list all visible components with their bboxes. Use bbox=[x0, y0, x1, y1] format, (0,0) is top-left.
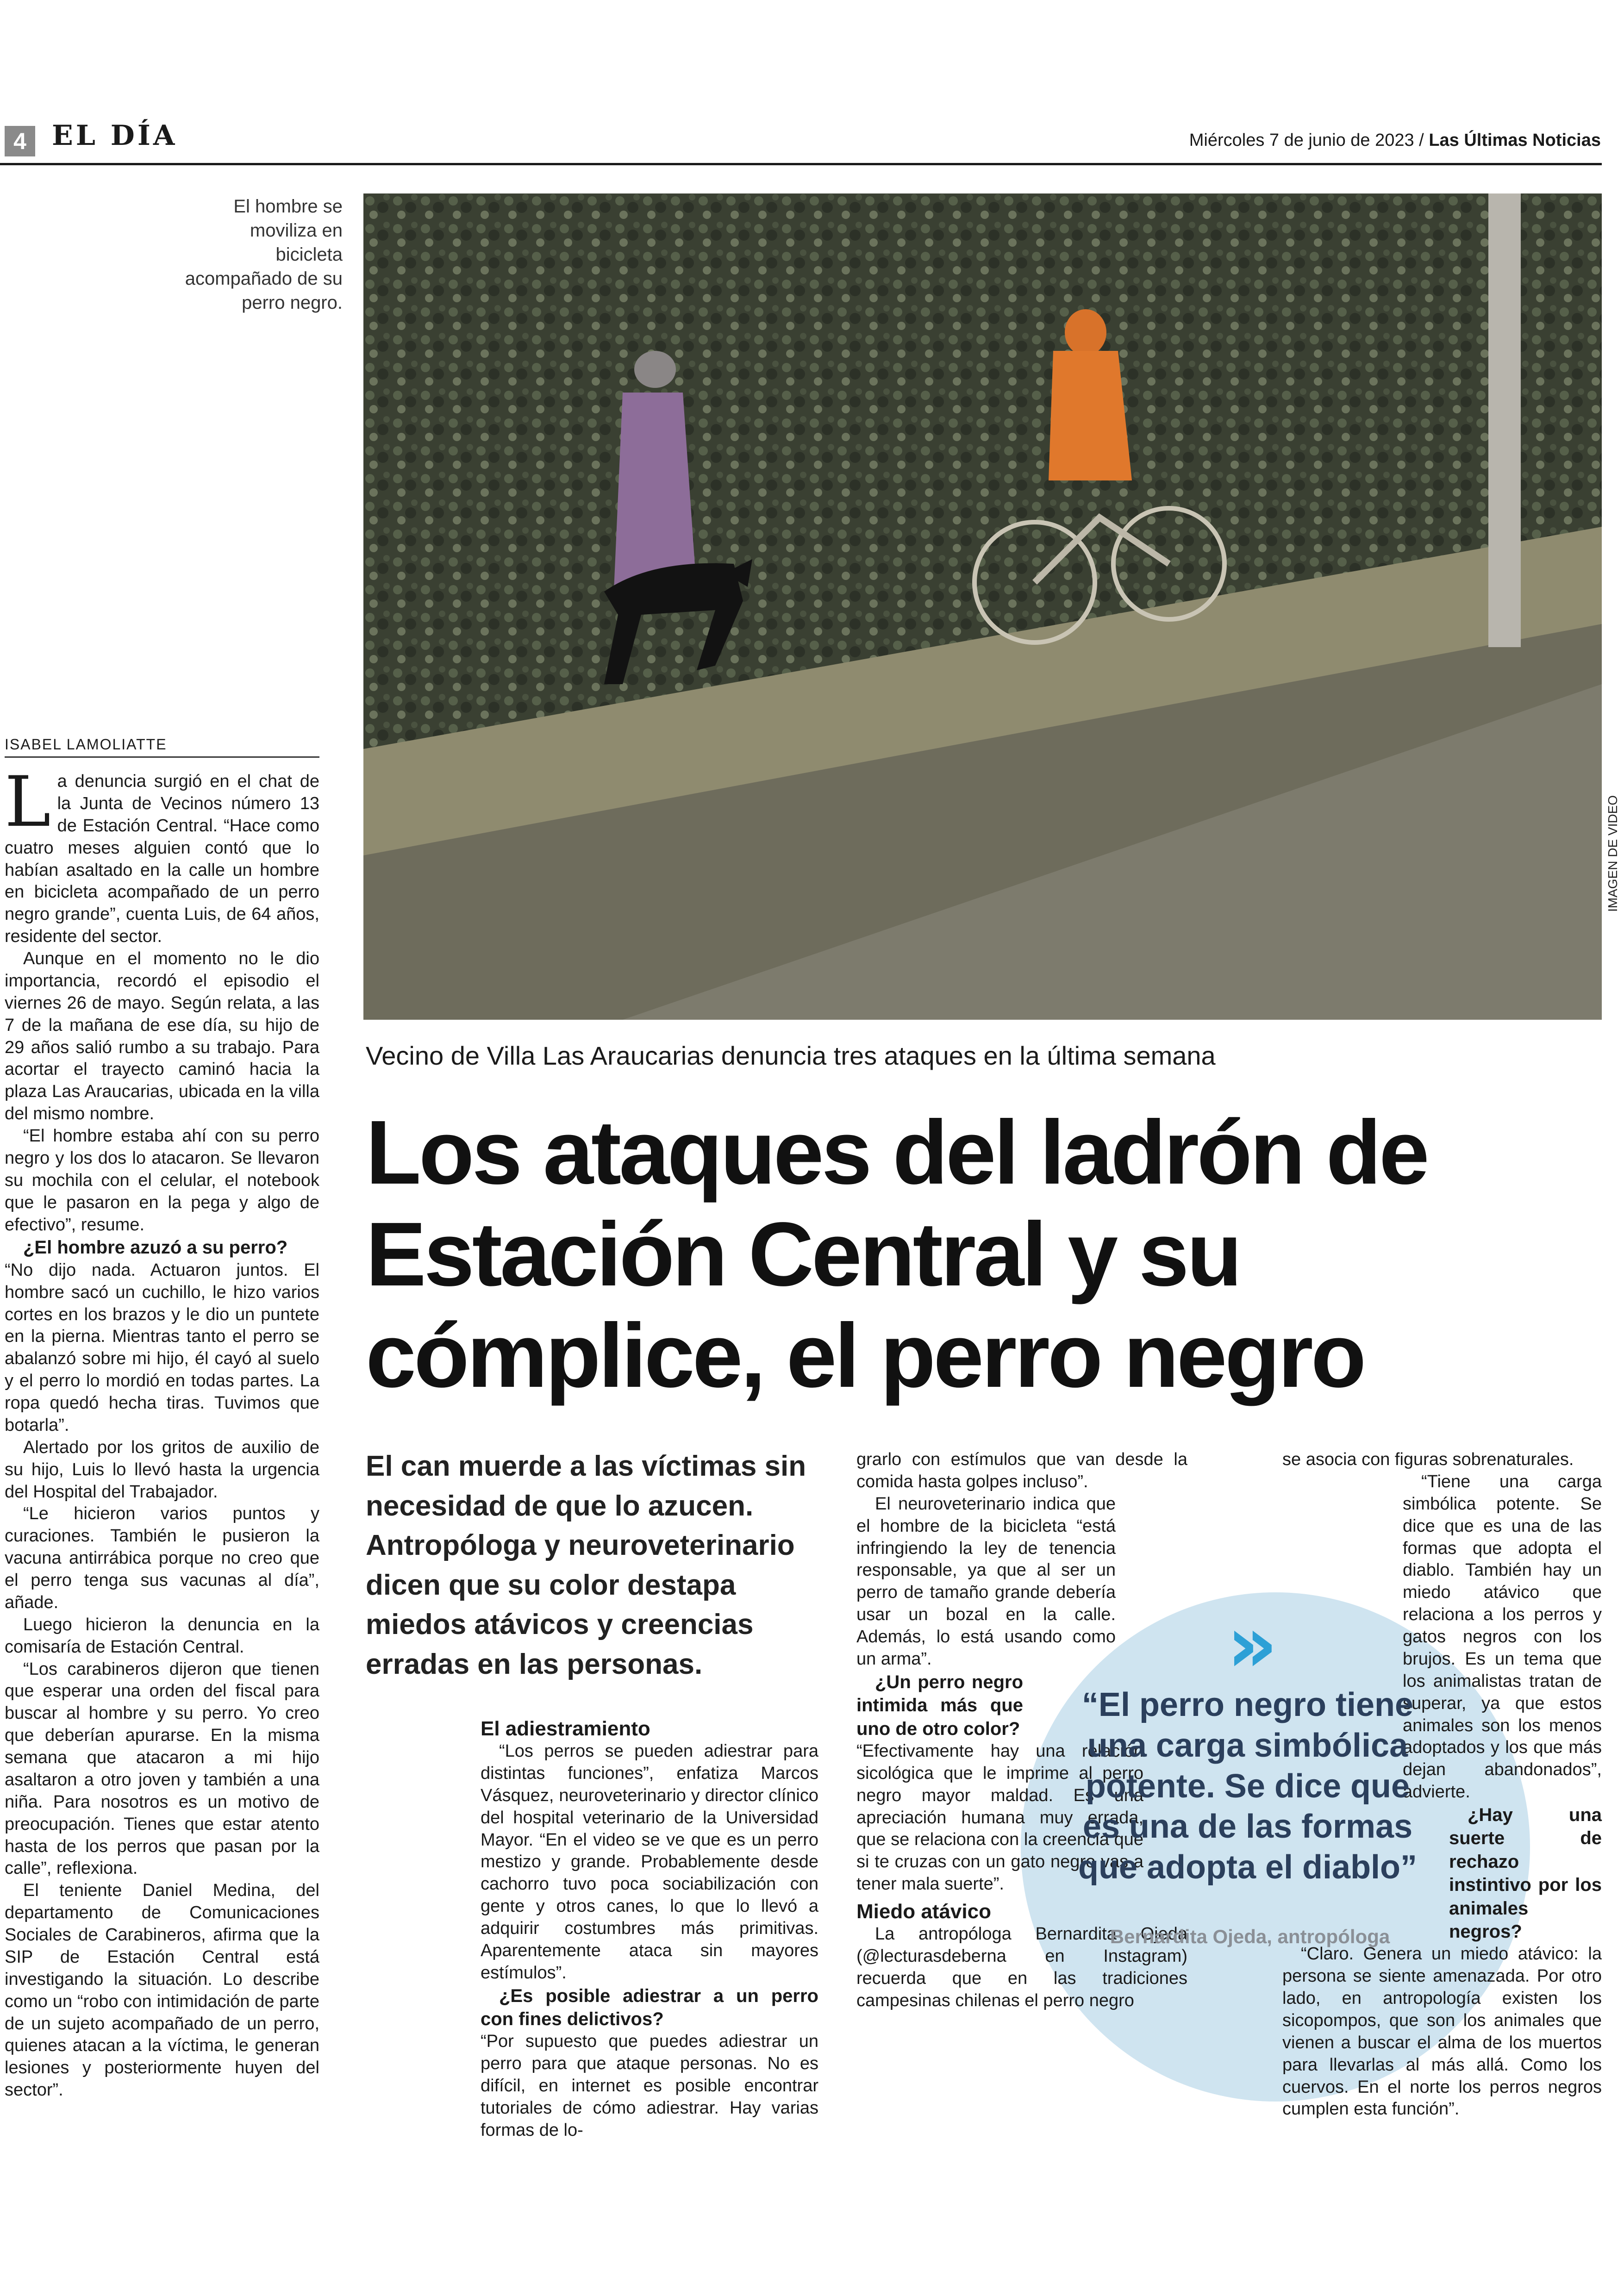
paragraph: Luego hicieron la denuncia en la comisaría de Estación Central. bbox=[5, 1615, 319, 1657]
caption-line: acompañado de su bbox=[185, 268, 343, 289]
pullquote-attribution: Bernardita Ojeda, antropóloga bbox=[1110, 1926, 1390, 1947]
body-column-2 bbox=[481, 1713, 818, 2142]
headline-line: Estación Central y su bbox=[366, 1203, 1240, 1305]
headline-line: Los ataques del ladrón de bbox=[366, 1102, 1427, 1203]
paragraph: La antropóloga Bernardita Ojeda (@lecturasdeberna en Instagram) recuerda que en las tradiciones campesinas chilenas el perro negro bbox=[856, 1924, 1187, 2010]
drop-cap: L bbox=[5, 762, 51, 842]
byline-rule bbox=[5, 756, 319, 758]
header-rule bbox=[0, 163, 1602, 165]
pullquote-text: “El perro negro tiene una carga simbólica potente. Se dice que es una de las formas que adopta el diablo” bbox=[1078, 1686, 1418, 1886]
deck: El can muerde a las víctimas sin necesidad de que lo azucen. Antropóloga y neuroveterinario dicen que su color destapa miedos atávicos y creencias erradas en las personas. bbox=[366, 1450, 806, 1680]
page-number: 4 bbox=[5, 126, 35, 156]
paragraph-text: a denuncia surgió en el chat de la Junta de Vecinos número 13 de Estación Central. “Hace como cuatro meses alguien contó que lo habían asaltado en la calle un hombre en bicicleta acompañado de un perro negro grande”, cuenta Luis, de 64 años, residente del sector. bbox=[5, 772, 319, 947]
interview-question: ¿El hombre azuzó a su perro? bbox=[23, 1237, 288, 1258]
photo-credit: IMAGEN DE VIDEO bbox=[1605, 795, 1620, 912]
paragraph: Aunque en el momento no le dio importancia, recordó el episodio el viernes 26 de mayo. Según relata, a las 7 de la mañana de ese día, su hijo de 29 años salió rumbo a su trabajo. Para acortar el trayecto caminó hacia la plaza Las Araucarias, ubicada en la villa del mismo nombre. bbox=[5, 949, 319, 1124]
paragraph: grarlo con estímulos que van desde la comida hasta golpes incluso”. bbox=[856, 1450, 1187, 1491]
issue-date: Miércoles 7 de junio de 2023 / bbox=[1189, 131, 1424, 150]
paragraph: se asocia con figuras sobrenaturales. bbox=[1282, 1450, 1574, 1469]
publication-name: Las Últimas Noticias bbox=[1429, 131, 1601, 150]
paragraph: El teniente Daniel Medina, del departamento de Comunicaciones Sociales de Carabineros, afirma que la SIP de Estación Central está investigando la situación. Lo describe como un “robo con intimidación de parte de un sujeto acompañado de un perro, quienes atacan a la víctima, le generan lesiones y posteriormente huyen del sector”. bbox=[5, 1881, 319, 2100]
paragraph: “No dijo nada. Actuaron juntos. El hombre sacó un cuchillo, le hizo varios cortes en los brazos y le dio un puntete en la pierna. Mientras tanto el perro se abalanzó sobre mi hijo, él cayó al suelo y el perro lo mordió en todas partes. La ropa quedó hecha tiras. Tuvimos que botarla”. bbox=[5, 1260, 319, 1435]
paragraph: “Los perros se pueden adiestrar para distintas funciones”, enfatiza Marcos Vásquez, neuroveterinario y director clínico del hospital veterinario de la Universidad Mayor. “En el video se ve que es un perro mestizo y grande. Probablemente desde cachorro tuvo poca sociabilización con gente y otros canes, lo que lo llevó a adquirir costumbres más primitivas. Aparentemente ataca sin mayores estímulos”. bbox=[481, 1741, 818, 1983]
body-column-1 bbox=[5, 762, 319, 2102]
quote-chevron-icon: » bbox=[1227, 1599, 1264, 1690]
interview-question: ¿Hay una suerte de rechazo instintivo por los animales negros? bbox=[1449, 1805, 1602, 1942]
article-photo bbox=[363, 193, 1602, 1020]
paragraph: “Claro. Genera un miedo atávico: la persona se siente amenazada. Por otro lado, en antropología existen los sicopompos, que son los animales que vienen a buscar el alma de los muertos para llevarlas al más allá. Como los cuervos. En el norte los perros negros cumplen esta función”. bbox=[1282, 1944, 1602, 2119]
interview-question: ¿Es posible adiestrar a un perro con fines delictivos? bbox=[481, 1985, 818, 2030]
headline bbox=[366, 1102, 1569, 1407]
interview-question: ¿Un perro negro intimida más que uno de otro color? bbox=[856, 1671, 1023, 1739]
photo-caption bbox=[153, 194, 343, 315]
kicker: Vecino de Villa Las Araucarias denuncia tres ataques en la última semana bbox=[366, 1041, 1216, 1070]
dateline bbox=[1189, 131, 1601, 150]
lead-paragraph bbox=[5, 762, 319, 948]
caption-line: bicicleta bbox=[275, 244, 343, 265]
section-title: EL DÍA bbox=[52, 119, 178, 152]
paragraph: “El hombre estaba ahí con su perro negro y los dos lo atacaron. Se llevaron su mochila con el celular, el notebook que le pasaron en la pega y algo de efectivo”, resume. bbox=[5, 1126, 319, 1235]
paragraph: Alertado por los gritos de auxilio de su hijo, Luis lo llevó hasta la urgencia del Hospital del Trabajador. bbox=[5, 1437, 319, 1502]
byline: ISABEL LAMOLIATTE bbox=[5, 736, 167, 753]
paragraph: “Tiene una carga simbólica potente. Se dice que es una de las formas que adopta el diablo. También hay un miedo atávico que relaciona a los perros y gatos negros con los brujos. Es un tema que los animalistas tratan de superar, ya que estos animales son los menos adoptados y los que más dejan abandonados”, advierte. bbox=[1403, 1472, 1602, 1802]
headline-line: cómplice, el perro negro bbox=[366, 1305, 1364, 1407]
caption-line: El hombre se bbox=[233, 196, 343, 217]
caption-line: moviliza en bbox=[250, 220, 343, 241]
subhead: El adiestramiento bbox=[481, 1717, 650, 1740]
subhead: Miedo atávico bbox=[856, 1900, 991, 1923]
paragraph: “Por supuesto que puedes adiestrar un perro para que ataque personas. No es difícil, en internet es posible encontrar tutoriales de cómo adiestrar. Hay varias formas de lo- bbox=[481, 2032, 818, 2140]
paragraph: “Le hicieron varios puntos y curaciones. También le pusieron la vacuna antirrábica porque no creo que el perro tenga sus vacunas al día”, añade. bbox=[5, 1504, 319, 1612]
caption-line: perro negro. bbox=[242, 293, 343, 313]
paragraph: El neuroveterinario indica que el hombre de la bicicleta “está infringiendo la ley de tenencia responsable, ya que al ser un perro de tamaño grande debería usar un bozal en la calle. Además, lo está usando como un arma”. bbox=[856, 1494, 1116, 1669]
paragraph: “Efectivamente hay una relación sicológica que le imprime al perro negro mayor maldad. Es una apreciación humana muy errada, que se relaciona con la creencia que si te cruzas con un gato negro vas a tener mala suerte”. bbox=[856, 1741, 1143, 1894]
paragraph: “Los carabineros dijeron que tienen que esperar una orden del fiscal para buscar al hombre y su perro. Yo creo que deberían apurarse. En la misma semana que atacaron a mi hijo asaltaron a otro joven y también a una niña. Para nosotros es un motivo de preocupación. Tienes que estar atento hasta de los perros que pasan por la calle”, reflexiona. bbox=[5, 1659, 319, 1878]
